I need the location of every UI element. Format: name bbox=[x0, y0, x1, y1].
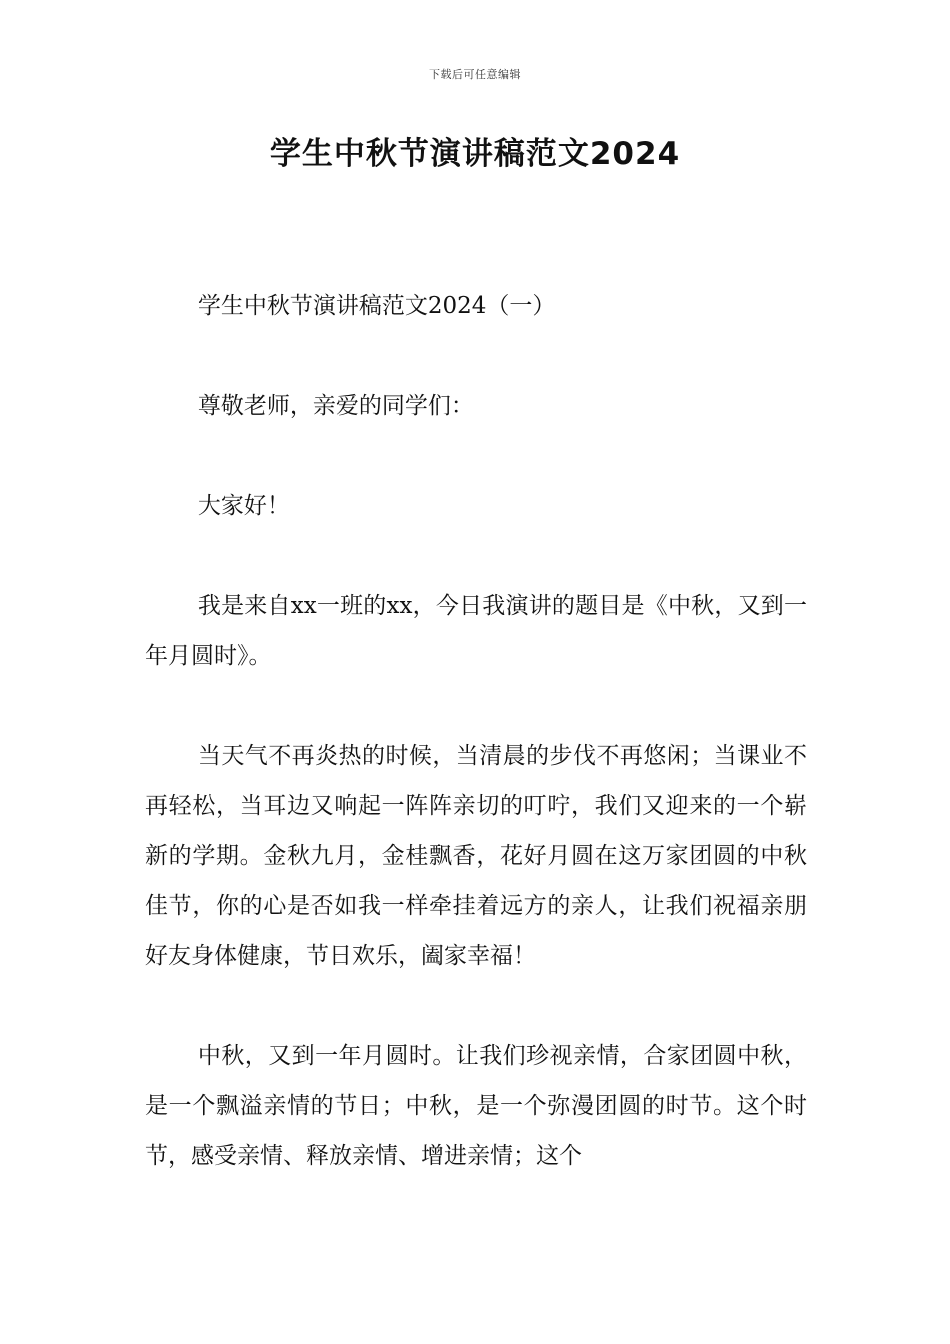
document-title: 学生中秋节演讲稿范文2024 bbox=[269, 136, 681, 172]
document-body bbox=[145, 281, 807, 1231]
header-note: 下载后可任意编辑 bbox=[429, 68, 521, 81]
section-heading: 学生中秋节演讲稿范文2024（一） bbox=[197, 293, 556, 319]
salutation: 尊敬老师，亲爱的同学们： bbox=[197, 393, 474, 419]
body-paragraph: 当天气不再炎热的时候，当清晨的步伐不再悠闲；当课业不再轻松，当耳边又响起一阵阵亲切的叮咛，我们又迎来的一个崭新的学期。金秋九月，金桂飘香，花好月圆在这万家团圆的中秋佳节，你的心是否如我一样牵挂着远方的亲人，让我们祝福亲朋好友身体健康，节日欢乐，阖家幸福！ bbox=[145, 743, 807, 969]
body-paragraph: 我是来自xx一班的xx，今日我演讲的题目是《中秋，又到一年月圆时》。 bbox=[145, 593, 807, 669]
body-paragraph: 中秋，又到一年月圆时。让我们珍视亲情，合家团圆中秋，是一个飘溢亲情的节日；中秋，是一个弥漫团圆的时节。这个时节，感受亲情、释放亲情、增进亲情；这个 bbox=[145, 1043, 807, 1169]
greeting: 大家好！ bbox=[197, 493, 290, 519]
